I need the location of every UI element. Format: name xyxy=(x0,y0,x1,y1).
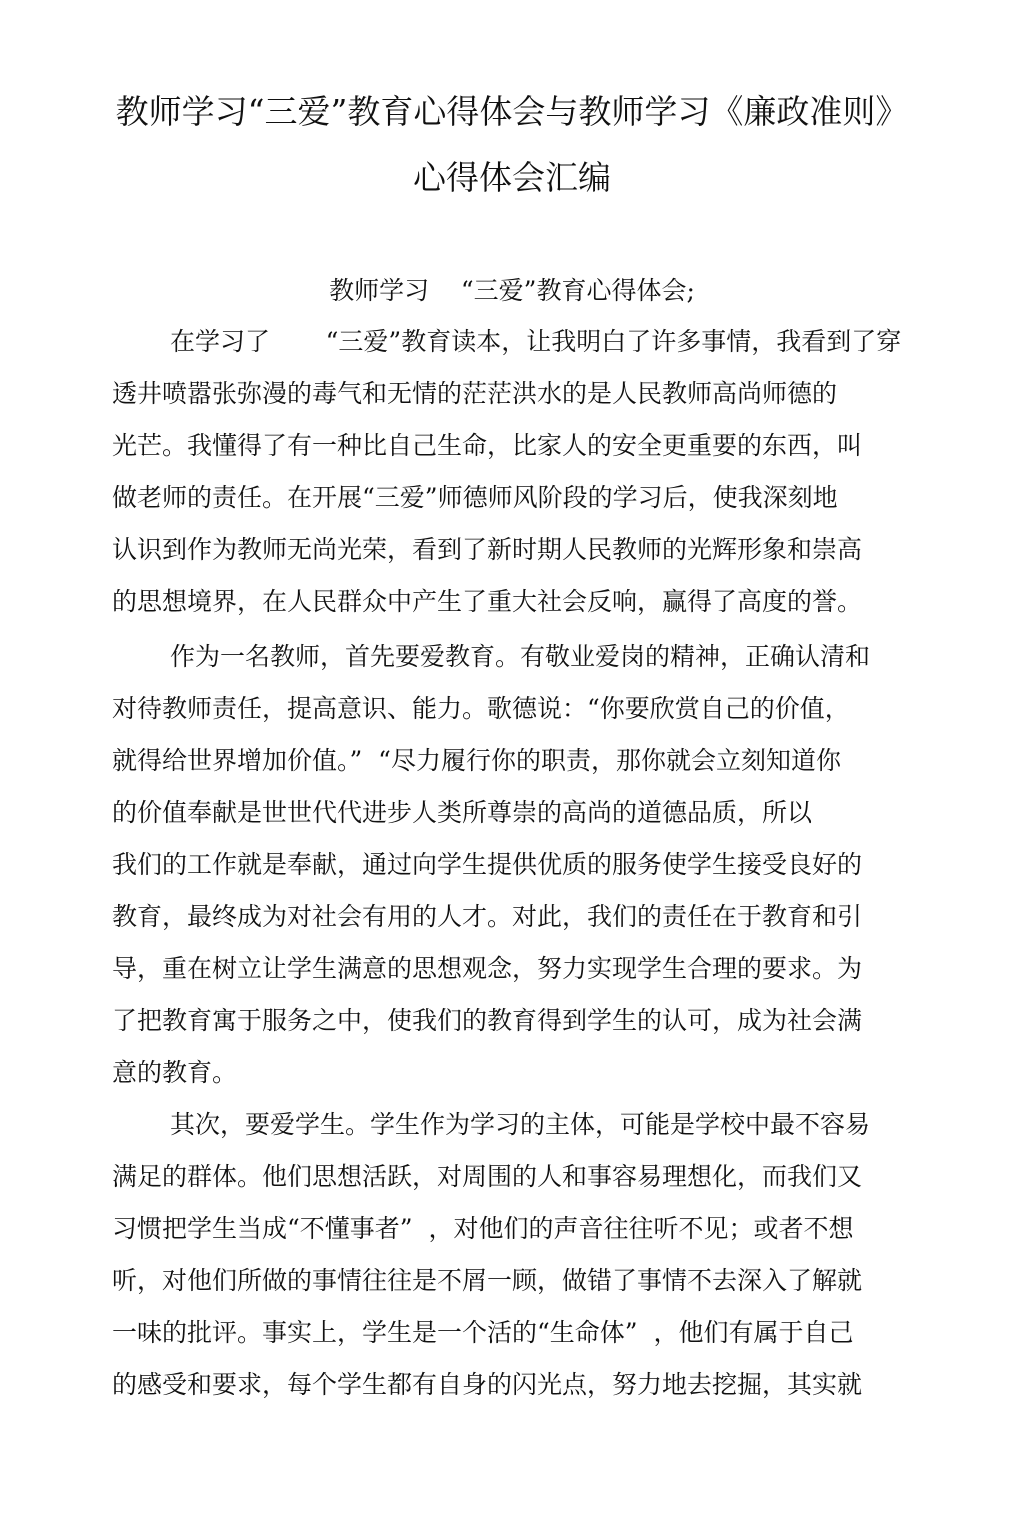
paragraph-line: 了把教育寓于服务之中，使我们的教育得到学生的认可，成为社会满 xyxy=(112,1006,863,1035)
paragraph-line: 其次，要爱学生。学生作为学习的主体，可能是学校中最不容易 xyxy=(170,1110,871,1139)
paragraph-line: 的思想境界，在人民群众中产生了重大社会反响，赢得了高度的誉。 xyxy=(112,587,863,616)
paragraph-line: 习惯把学生当成“不懂事者” ，对他们的声音往往听不见；或者不想 xyxy=(112,1214,854,1243)
paragraph-line: 做老师的责任。在开展“三爱”师德师风阶段的学习后，使我深刻地 xyxy=(112,483,838,512)
paragraph-line: 在学习了 “三爱”教育读本，让我明白了许多事情，我看到了穿 xyxy=(170,327,902,356)
paragraph-line: 就得给世界增加价值。” “尽力履行你的职责，那你就会立刻知道你 xyxy=(112,746,841,775)
paragraph-line: 认识到作为教师无尚光荣，看到了新时期人民教师的光辉形象和崇高 xyxy=(112,535,863,564)
document-title-line-1: 教师学习“三爱”教育心得体会与教师学习《廉政准则》 xyxy=(115,92,909,131)
paragraph-line: 满足的群体。他们思想活跃，对周围的人和事容易理想化，而我们又 xyxy=(112,1162,863,1191)
paragraph-line: 的感受和要求，每个学生都有自身的闪光点，努力地去挖掘，其实就 xyxy=(112,1370,863,1399)
paragraph-line: 透井喷嚣张弥漫的毒气和无情的茫茫洪水的是人民教师高尚师德的 xyxy=(112,379,838,408)
paragraph-line: 教育，最终成为对社会有用的人才。对此，我们的责任在于教育和引 xyxy=(112,902,863,931)
paragraph-line: 意的教育。 xyxy=(112,1058,238,1087)
document-title-line-2: 心得体会汇编 xyxy=(413,158,611,197)
paragraph-line: 我们的工作就是奉献，通过向学生提供优质的服务使学生接受良好的 xyxy=(112,850,863,879)
paragraph-line: 听，对他们所做的事情往往是不屑一顾，做错了事情不去深入了解就 xyxy=(112,1266,863,1295)
paragraph-line: 光芒。我懂得了有一种比自己生命，比家人的安全更重要的东西，叫 xyxy=(112,431,863,460)
paragraph-line: 导，重在树立让学生满意的思想观念，努力实现学生合理的要求。为 xyxy=(112,954,863,983)
paragraph-line: 一味的批评。事实上，学生是一个活的“生命体” ，他们有属于自己 xyxy=(112,1318,854,1347)
paragraph-line: 对待教师责任，提高意识、能力。歌德说：“你要欣赏自己的价值， xyxy=(112,694,850,723)
paragraph-line: 的价值奉献是世世代代进步人类所尊崇的高尚的道德品质，所以 xyxy=(112,798,813,827)
paragraph-line: 作为一名教师，首先要爱教育。有敬业爱岗的精神，正确认清和 xyxy=(170,642,871,671)
section-title: 教师学习 “三爱”教育心得体会; xyxy=(329,276,695,305)
